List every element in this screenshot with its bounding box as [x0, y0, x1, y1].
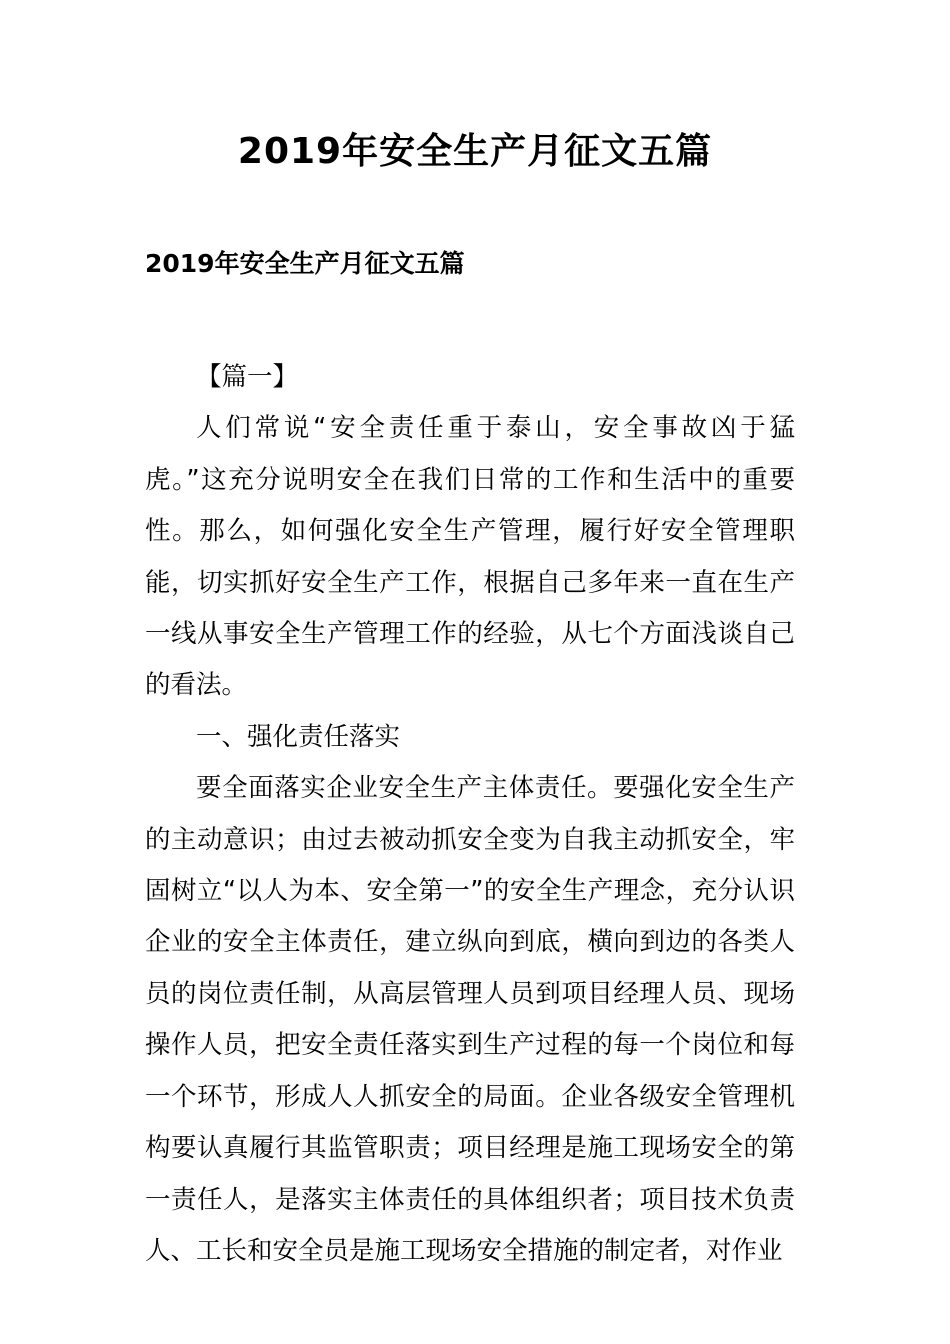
- document-body: [145, 352, 795, 1277]
- document-title: 2019年安全生产月征文五篇: [237, 131, 713, 172]
- paragraph-responsibility: 要全面落实企业安全生产主体责任。要强化安全生产的主动意识；由过去被动抓安全变为自我主动抓安全，牢固树立“以人为本、安全第一”的安全生产理念，充分认识企业的安全主体责任，建立纵向到底，横向到边的各类人员的岗位责任制，从高层管理人员到项目经理人员、现场操作人员，把安全责任落实到生产过程的每一个岗位和每一个环节，形成人人抓安全的局面。企业各级安全管理机构要认真履行其监管职责；项目经理是施工现场安全的第一责任人，是落实主体责任的具体组织者；项目技术负责人、工长和安全员是施工现场安全措施的制定者，对作业: [145, 773, 795, 1266]
- paragraph-intro: 人们常说“安全责任重于泰山，安全事故凶于猛虎。”这充分说明安全在我们日常的工作和生活中的重要性。那么，如何强化安全生产管理，履行好安全管理职能，切实抓好安全生产工作，根据自己多年来一直在生产一线从事安全生产管理工作的经验，从七个方面浅谈自己的看法。: [145, 413, 795, 701]
- document-subtitle: 2019年安全生产月征文五篇: [145, 249, 465, 278]
- section-heading-part-one: 【篇一】: [196, 362, 299, 392]
- section-heading-responsibility: 一、强化责任落实: [196, 721, 401, 752]
